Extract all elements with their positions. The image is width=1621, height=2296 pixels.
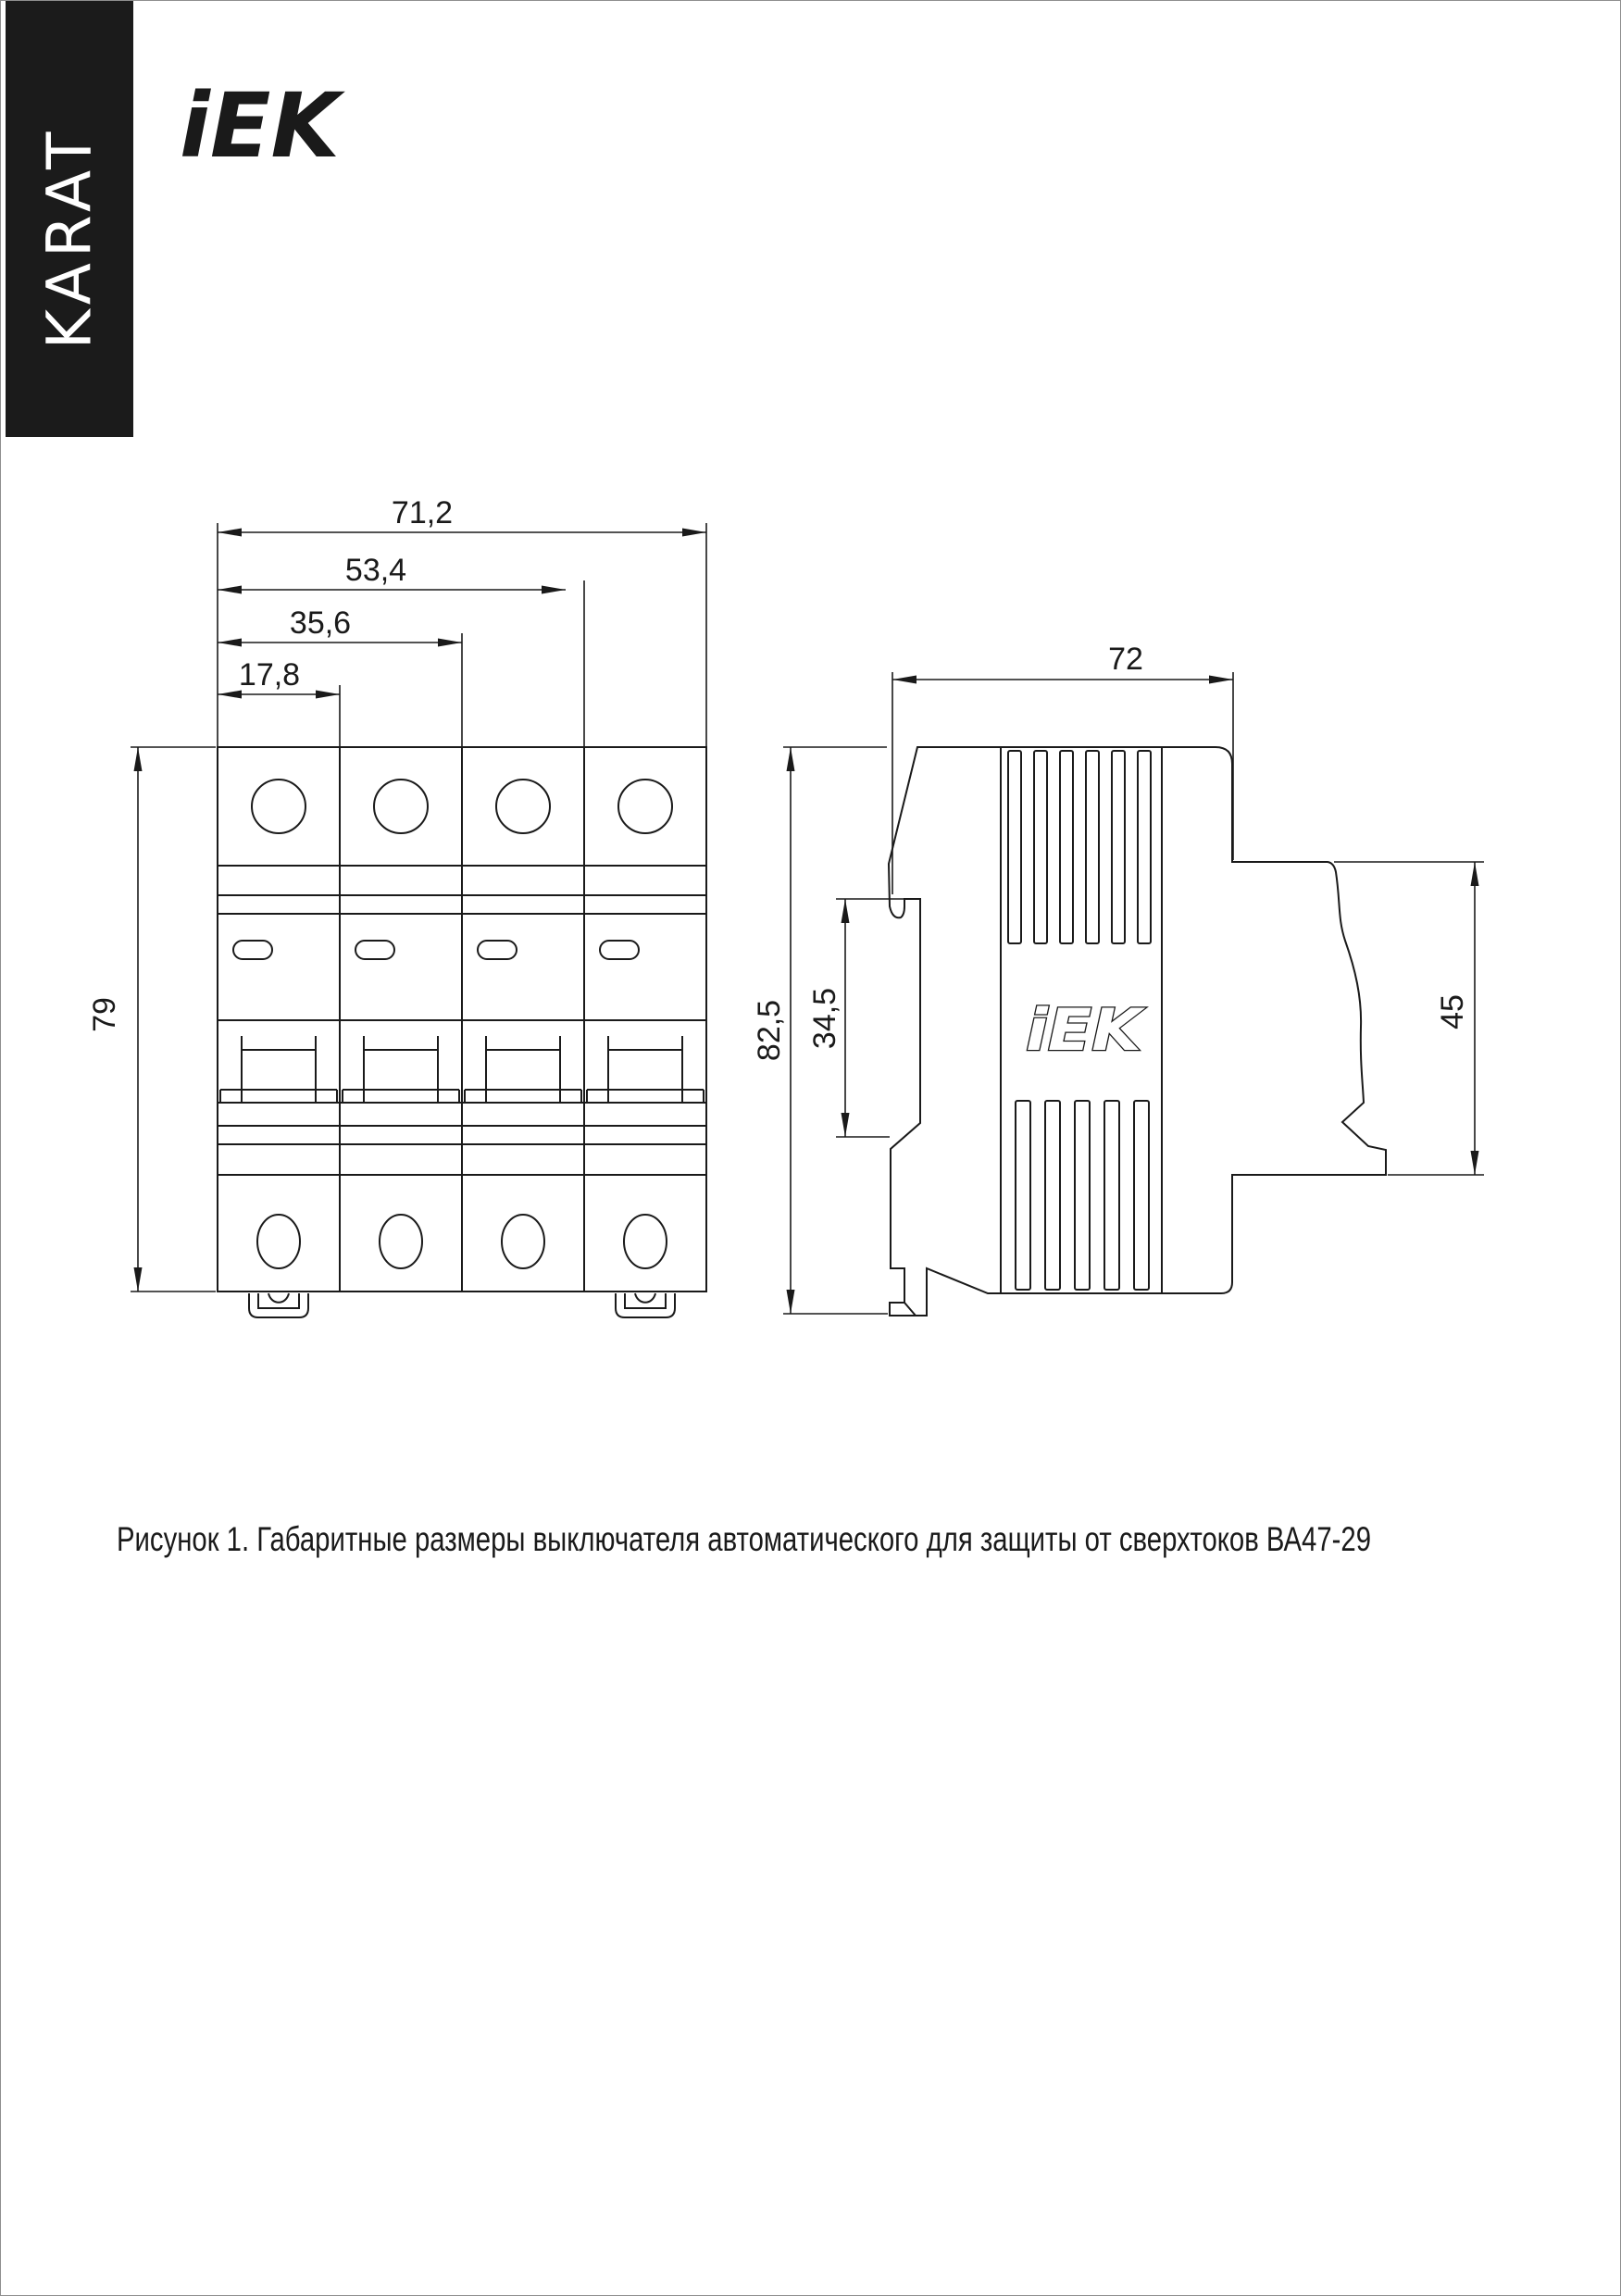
clip-foot-detail: [904, 1303, 916, 1316]
dim-width-35-6: [218, 605, 462, 643]
lower-rib-slot: [1075, 1101, 1090, 1290]
dim-label-35-6: 35,6: [289, 605, 352, 641]
upper-rib-slot: [1112, 751, 1125, 943]
din-clip-right: [616, 1293, 675, 1317]
iek-logo: [180, 74, 345, 178]
dim-label-17-8: 17,8: [238, 657, 301, 693]
banner-brand-text: KARAT: [33, 126, 106, 350]
dim-width-53-4: [218, 553, 566, 590]
dim-depth-72: [892, 642, 1233, 894]
side-embossed-logo: iEK: [1026, 996, 1146, 1064]
top-terminal-screw: [252, 780, 305, 833]
upper-rib-slot: [1138, 751, 1151, 943]
marking-window: [478, 941, 517, 959]
iek-logo-text: iEK: [180, 74, 340, 178]
lower-rib-slot: [1016, 1101, 1030, 1290]
karat-banner: [6, 1, 133, 437]
upper-rib-slot: [1008, 751, 1021, 943]
side-view: [752, 642, 1484, 1316]
upper-rib-slot: [1086, 751, 1099, 943]
bottom-terminal-screw: [624, 1215, 667, 1268]
marking-window: [233, 941, 272, 959]
dim-front-45: [1334, 862, 1484, 1175]
lower-rib-slot: [1045, 1101, 1060, 1290]
dim-height-79: [87, 747, 216, 1292]
dim-label-53-4: 53,4: [344, 553, 407, 588]
din-clip-left: [249, 1293, 308, 1317]
dim-label-79: 79: [87, 997, 122, 1032]
dim-channel-34-5: [807, 899, 904, 1137]
marking-window: [355, 941, 394, 959]
lower-rib-slot: [1104, 1101, 1119, 1290]
side-dimensions: [752, 642, 1484, 1314]
dim-width-17-8: [218, 657, 340, 694]
dim-label-72: 72: [1108, 642, 1143, 677]
top-terminal-screw: [496, 780, 550, 833]
bottom-terminal-screw: [257, 1215, 300, 1268]
dim-label-82-5: 82,5: [752, 999, 787, 1062]
technical-drawing: [1, 1, 1621, 2296]
dim-label-45: 45: [1435, 994, 1470, 1029]
marking-window: [600, 941, 639, 959]
bottom-terminal-screw: [380, 1215, 422, 1268]
upper-rib-slot: [1034, 751, 1047, 943]
upper-rib-slot: [1060, 751, 1073, 943]
top-terminal-screw: [618, 780, 672, 833]
dim-width-71-2: [218, 495, 706, 532]
lower-rib-slot: [1134, 1101, 1149, 1290]
bottom-terminal-screw: [502, 1215, 544, 1268]
top-terminal-screw: [374, 780, 428, 833]
dim-label-71-2: 71,2: [391, 495, 454, 530]
figure-caption: Рисунок 1. Габаритные размеры выключателя автоматического для защиты от сверхтоков ВА47-29: [117, 1520, 1371, 1558]
dim-label-34-5: 34,5: [807, 987, 842, 1050]
front-dimensions: [87, 495, 706, 1292]
front-view: [87, 495, 706, 1317]
